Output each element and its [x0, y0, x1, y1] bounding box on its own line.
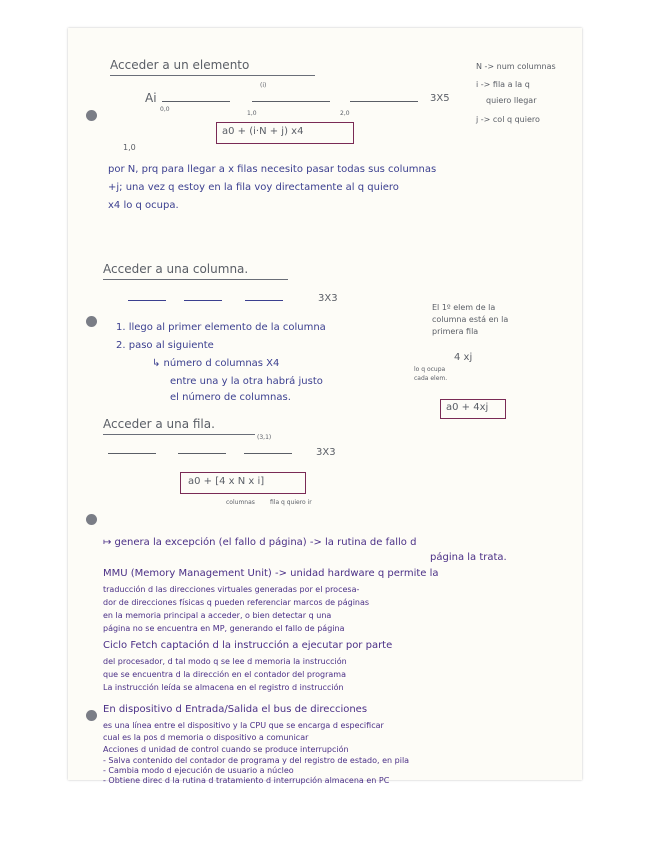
note-line: del procesador, d tal modo q se lee d memoria la instrucción	[103, 657, 347, 666]
binder-hole	[86, 110, 97, 121]
step-line: 1. llego al primer elemento de la columna	[116, 322, 326, 333]
array-cells-row0	[162, 93, 230, 102]
step-line: entre una y la otra habrá justo	[170, 376, 323, 387]
array-dims: 3X5	[430, 93, 450, 104]
note-line: ↦ genera la excepción (el fallo d página) -> la rutina de fallo d	[103, 537, 417, 548]
note-line: dor de direcciones físicas q pueden referenciar marcos de páginas	[103, 598, 370, 607]
row-cells	[108, 446, 156, 454]
binder-hole	[86, 316, 97, 327]
formula-small: 4 xj	[454, 352, 473, 363]
note-line: - Cambia modo d ejecución de usuario a núcleo	[103, 766, 294, 775]
note-line: lo q ocupa	[414, 366, 446, 373]
legend-line: i -> fila a la q	[476, 80, 530, 89]
legend-line: j -> col q quiero	[476, 115, 540, 124]
array-label: Ai	[145, 91, 157, 105]
side-note-line: El 1º elem de la	[432, 303, 496, 312]
explanation-line: x4 lo q ocupa.	[108, 200, 179, 211]
note-line: página la trata.	[430, 552, 507, 563]
label-columnas: columnas	[226, 499, 255, 506]
label-fila: fila q quiero ir	[270, 499, 312, 506]
column-cells	[128, 293, 166, 301]
note-line: La instrucción leída se almacena en el registro d instrucción	[103, 683, 344, 692]
row-cells	[244, 446, 292, 454]
note-line: en la memoria principal a acceder, o bien detectar q una	[103, 611, 332, 620]
explanation-line: +j; una vez q estoy en la fila voy directamente al q quiero	[108, 182, 399, 193]
section2-dims: 3X3	[318, 293, 338, 304]
index-0-0: 0,0	[160, 106, 170, 113]
index-i: (i)	[260, 82, 267, 89]
binder-hole	[86, 514, 97, 525]
side-note-line: columna está en la	[432, 315, 509, 324]
note-line: cual es la pos d memoria o dispositivo a comunicar	[103, 733, 309, 742]
legend-line: quiero llegar	[486, 96, 537, 105]
side-note-line: primera fila	[432, 327, 479, 336]
array-cells-row2	[350, 93, 418, 102]
index-1-0: 1,0	[247, 110, 257, 117]
note-line: - Obtiene direc d la rutina d tratamiento d interrupción almacena en PC	[103, 776, 390, 785]
title-underline	[103, 434, 255, 435]
formula-column: a0 + 4xj	[446, 402, 489, 413]
step-line: 2. paso al siguiente	[116, 340, 214, 351]
note-line: MMU (Memory Management Unit) -> unidad hardware q permite la	[103, 568, 439, 579]
title-underline	[110, 75, 315, 76]
note-line: En dispositivo d Entrada/Salida el bus de direcciones	[103, 704, 368, 715]
note-line: Acciones d unidad de control cuando se produce interrupción	[103, 745, 349, 754]
section3-dims: 3X3	[316, 447, 336, 458]
column-cells	[245, 293, 283, 301]
row-cells	[178, 446, 226, 454]
legend-line: N -> num columnas	[476, 62, 556, 71]
section3-index: (3,1)	[257, 434, 272, 441]
note-line: Ciclo Fetch captación d la instrucción a ejecutar por parte	[103, 640, 393, 651]
title-underline	[103, 279, 288, 280]
section3-title: Acceder a una fila.	[103, 417, 215, 431]
formula-row: a0 + [4 x N x i]	[188, 476, 265, 487]
index-below: 1,0	[123, 143, 136, 152]
note-line: es una línea entre el dispositivo y la CPU que se encarga d especificar	[103, 721, 384, 730]
step-line: el número de columnas.	[170, 392, 291, 403]
section2-title: Acceder a una columna.	[103, 262, 249, 276]
note-line: que se encuentra d la dirección en el contador del programa	[103, 670, 346, 679]
formula-element: a0 + (i·N + j) x4	[222, 126, 304, 137]
index-2-0: 2,0	[340, 110, 350, 117]
column-cells	[184, 293, 222, 301]
section1-title: Acceder a un elemento	[110, 58, 250, 72]
array-cells-row1	[252, 93, 330, 102]
binder-hole	[86, 710, 97, 721]
explanation-line: por N, prq para llegar a x filas necesito pasar todas sus columnas	[108, 164, 437, 175]
note-line: traducción d las direcciones virtuales generadas por el procesa-	[103, 585, 360, 594]
step-line: ↳ número d columnas X4	[152, 358, 280, 369]
note-line: - Salva contenido del contador de programa y del registro de estado, en pila	[103, 756, 410, 765]
note-line: cada elem.	[414, 375, 448, 382]
note-line: página no se encuentra en MP, generando el fallo de página	[103, 624, 345, 633]
